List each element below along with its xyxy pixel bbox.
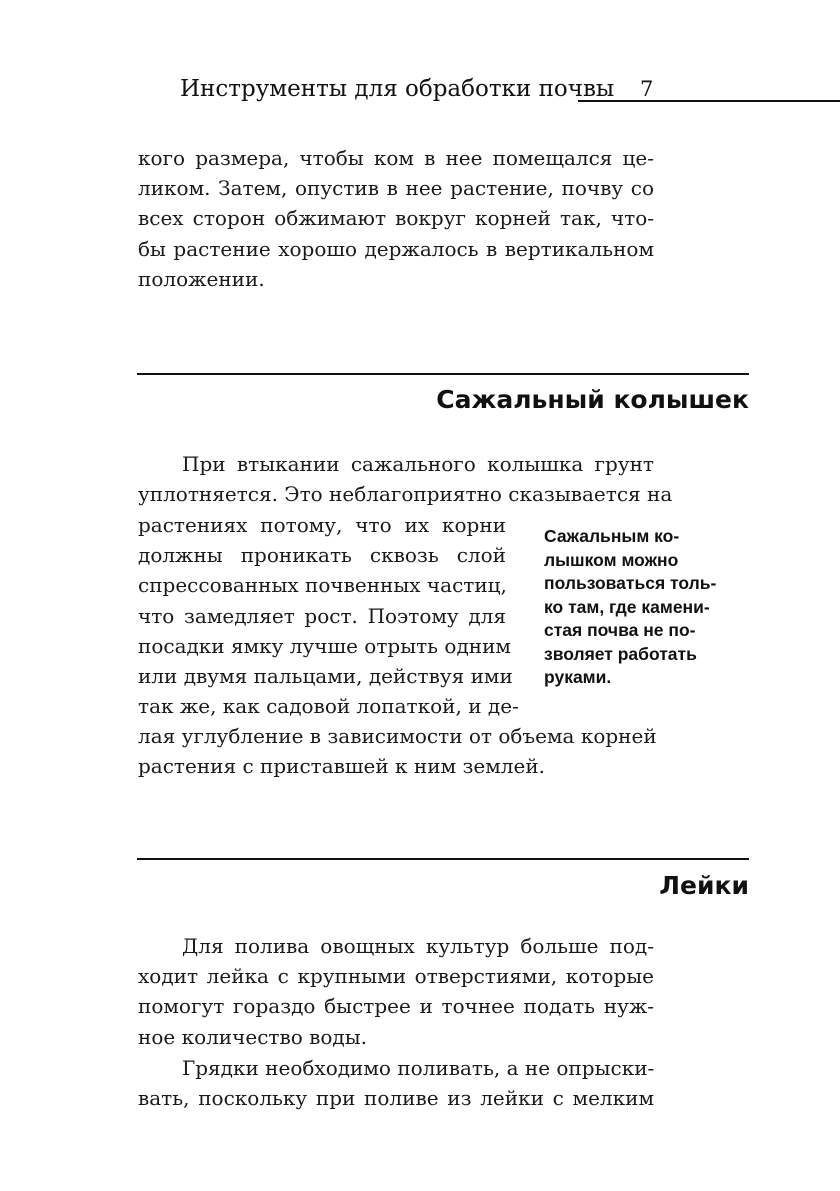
header-rule <box>578 100 840 102</box>
stake-paragraph-narrow <box>138 510 519 721</box>
sidenote-line: ко там, где камени- <box>544 596 710 617</box>
sidenote-line: стая почва не по- <box>544 620 696 640</box>
text-line: должны проникать сквозь слой <box>138 543 506 568</box>
text-line: растениях потому, что их корни <box>138 513 506 537</box>
text-line: положении. <box>138 266 265 291</box>
stake-paragraph-top <box>138 449 673 509</box>
text-line: бы растение хорошо держалось в вертикальном <box>138 236 654 261</box>
text-line: растения с приставшей к ним землей. <box>138 754 546 779</box>
text-line: или двумя пальцами, действуя ими <box>138 664 513 689</box>
text-line: При втыкании сажального колышка грунт <box>182 452 654 476</box>
text-line: так же, как садовой лопаткой, и де- <box>138 694 519 719</box>
running-header-title: Инструменты для обработки почвы <box>180 76 615 102</box>
text-line: лая углубление в зависимости от объема корней <box>138 724 657 748</box>
text-line: вать, поскольку при поливе из лейки с мелким <box>138 1086 654 1111</box>
text-line: Для полива овощных культур больше под- <box>182 934 654 958</box>
section-rule-stake <box>137 373 749 375</box>
text-line: Грядки необходимо поливать, а не опрыски- <box>182 1056 655 1080</box>
text-line: ликом. Затем, опустив в нее растение, почву со <box>138 176 654 201</box>
text-line: спрессованных почвенных частиц, <box>138 573 507 598</box>
text-line: уплотняется. Это неблагоприятно сказывается на <box>138 482 673 507</box>
section-title-stake: Сажальный колышек <box>436 385 749 414</box>
section-rule-cans <box>137 858 749 860</box>
text-line: кого размера, чтобы ком в нее помещался це- <box>138 146 654 170</box>
cans-paragraph-1 <box>138 931 654 1052</box>
section-title-cans: Лейки <box>659 871 749 900</box>
text-line: ходит лейка с крупными отверстиями, которые <box>138 964 654 989</box>
intro-paragraph <box>138 143 654 294</box>
sidenote-line: Сажальным ко- <box>544 526 680 546</box>
page-number: 7 <box>640 77 654 101</box>
text-line: помогут гораздо быстрее и точнее подать нуж- <box>138 994 654 1019</box>
stake-paragraph-bottom <box>138 721 657 781</box>
text-line: посадки ямку лучше отрыть одним <box>138 633 511 658</box>
cans-paragraph-2 <box>138 1053 654 1113</box>
text-line: всех сторон обжимают вокруг корней так, что- <box>138 206 654 231</box>
text-line: что замедляет рост. Поэтому для <box>138 603 506 628</box>
sidenote-line: лышком можно <box>544 549 679 570</box>
text-line: ное количество воды. <box>138 1024 368 1049</box>
sidenote-line: зволяет работать <box>544 643 697 664</box>
sidenote-stake <box>544 525 754 690</box>
sidenote-line: руками. <box>544 667 612 687</box>
sidenote-line: пользоваться толь- <box>544 573 717 593</box>
